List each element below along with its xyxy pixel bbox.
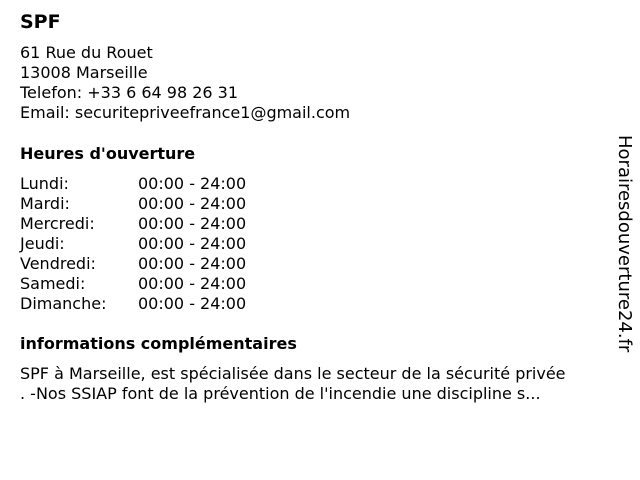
opening-hours-heading: Heures d'ouverture xyxy=(20,144,196,163)
hours-row-sunday xyxy=(20,294,246,314)
site-brand-label: Horairesdouverture24.fr xyxy=(614,135,635,353)
hours-row-monday xyxy=(20,174,246,194)
time-range: 00:00 - 24:00 xyxy=(138,294,247,313)
company-name: SPF xyxy=(20,11,61,33)
hours-row-thursday xyxy=(20,234,246,254)
day-label: Samedi: xyxy=(20,274,86,293)
day-label: Jeudi: xyxy=(20,234,65,253)
day-label: Dimanche: xyxy=(20,294,107,313)
street-address: 61 Rue du Rouet xyxy=(20,43,153,62)
hours-row-friday xyxy=(20,254,246,274)
day-label: Mercredi: xyxy=(20,214,95,233)
email-address: Email: securitepriveefrance1@gmail.com xyxy=(20,103,351,122)
description-line: SPF à Marseille, est spécialisée dans le secteur de la sécurité privée xyxy=(20,364,566,383)
additional-info-heading: informations complémentaires xyxy=(20,334,297,353)
phone-number: Telefon: +33 6 64 98 26 31 xyxy=(20,83,239,102)
time-range: 00:00 - 24:00 xyxy=(138,274,247,293)
hours-row-wednesday xyxy=(20,214,246,234)
day-label: Lundi: xyxy=(20,174,69,193)
day-label: Vendredi: xyxy=(20,254,96,273)
description-line: . -Nos SSIAP font de la prévention de l'incendie une discipline s... xyxy=(20,384,541,403)
address-block xyxy=(20,43,350,123)
time-range: 00:00 - 24:00 xyxy=(138,254,247,273)
opening-hours-table xyxy=(20,174,246,314)
day-label: Mardi: xyxy=(20,194,70,213)
time-range: 00:00 - 24:00 xyxy=(138,214,247,233)
time-range: 00:00 - 24:00 xyxy=(138,174,247,193)
hours-row-saturday xyxy=(20,274,246,294)
city-postcode: 13008 Marseille xyxy=(20,63,148,82)
hours-row-tuesday xyxy=(20,194,246,214)
description-text xyxy=(20,364,620,404)
time-range: 00:00 - 24:00 xyxy=(138,194,247,213)
time-range: 00:00 - 24:00 xyxy=(138,234,247,253)
